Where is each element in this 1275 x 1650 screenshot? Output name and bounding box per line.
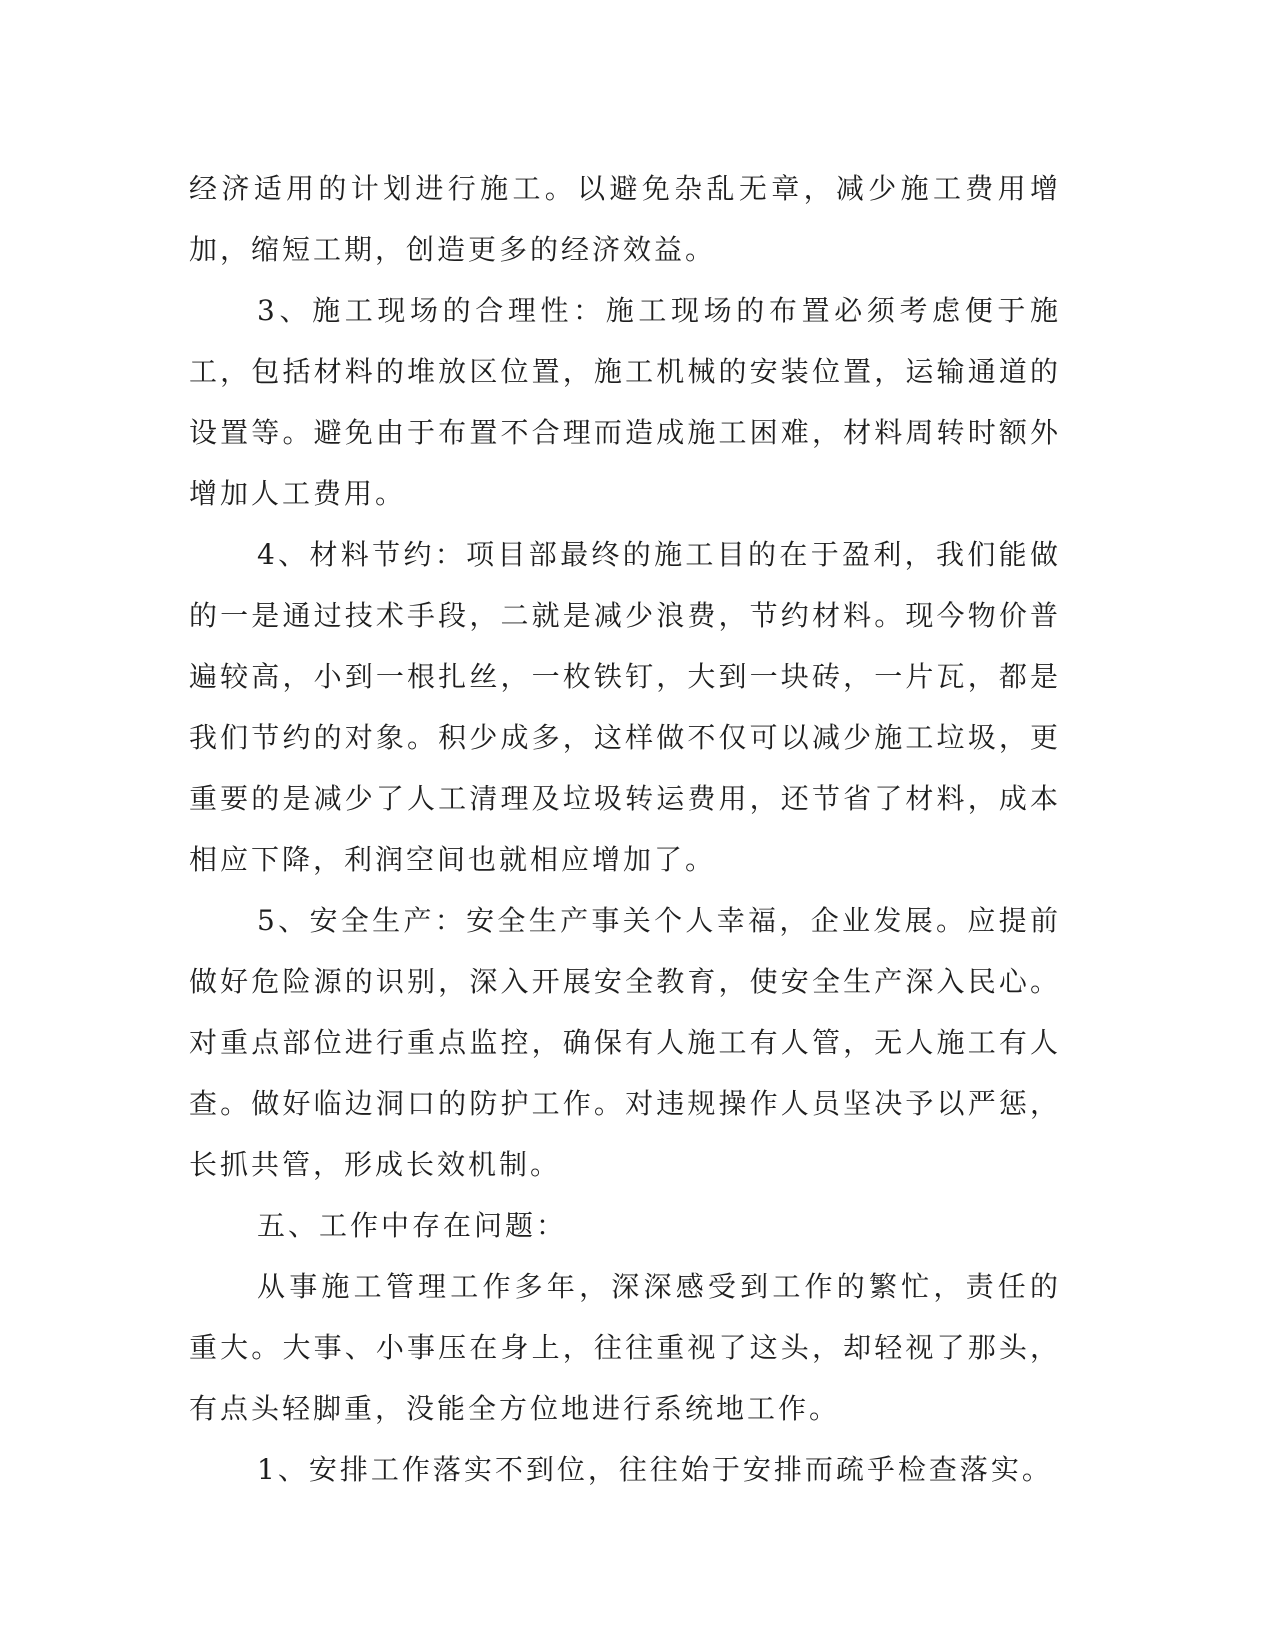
- document-body: [189, 158, 1061, 1500]
- paragraph-site-layout: 3、施工现场的合理性：施工现场的布置必须考虑便于施工，包括材料的堆放区位置，施工机械的安装位置，运输通道的设置等。避免由于布置不合理而造成施工困难，材料周转时额外增加人工费用。: [189, 294, 1061, 510]
- paragraph-problems-intro: 从事施工管理工作多年，深深感受到工作的繁忙，责任的重大。大事、小事压在身上，往往重视了这头，却轻视了那头，有点头轻脚重，没能全方位地进行系统地工作。: [189, 1270, 1061, 1425]
- paragraph-material-saving: 4、材料节约：项目部最终的施工目的在于盈利，我们能做的一是通过技术手段，二就是减少浪费，节约材料。现今物价普遍较高，小到一根扎丝，一枚铁钉，大到一块砖，一片瓦，都是我们节约的对象。积少成多，这样做不仅可以减少施工垃圾，更重要的是减少了人工清理及垃圾转运费用，还节省了材料，成本相应下降，利润空间也就相应增加了。: [189, 538, 1061, 876]
- paragraph-continuation: 经济适用的计划进行施工。以避免杂乱无章，减少施工费用增加，缩短工期，创造更多的经济效益。: [189, 172, 1061, 266]
- paragraph-safety-production: 5、安全生产：安全生产事关个人幸福，企业发展。应提前做好危险源的识别，深入开展安全教育，使安全生产深入民心。对重点部位进行重点监控，确保有人施工有人管，无人施工有人查。做好临边洞口的防护工作。对违规操作人员坚决予以严惩，长抓共管，形成长效机制。: [189, 904, 1061, 1181]
- section-heading-problems: 五、工作中存在问题：: [257, 1209, 568, 1242]
- paragraph-problem-1: 1、安排工作落实不到位，往往始于安排而疏乎检查落实。: [257, 1453, 1053, 1486]
